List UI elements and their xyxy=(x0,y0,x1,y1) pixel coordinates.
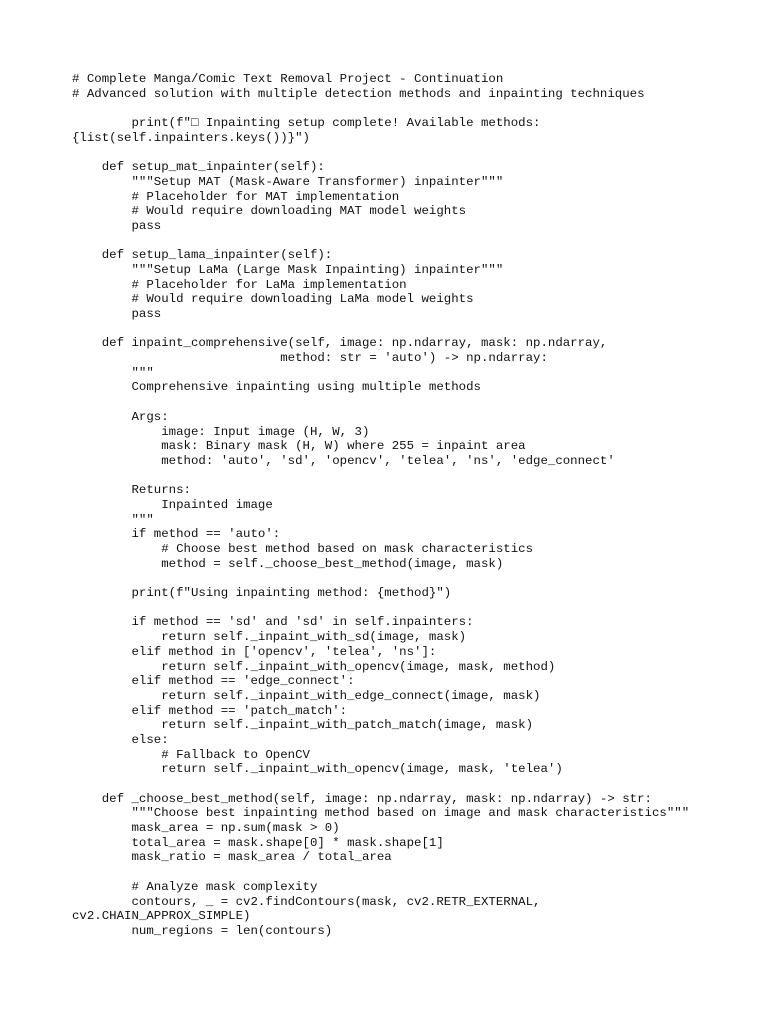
code-line: num_regions = len(contours) xyxy=(72,923,333,938)
code-line xyxy=(72,145,752,160)
code-line xyxy=(72,322,752,337)
code-line: return self._inpaint_with_edge_connect(image, mask) xyxy=(72,688,541,703)
code-line: def setup_lama_inpainter(self): xyxy=(72,248,333,263)
code-line: def setup_mat_inpainter(self): xyxy=(72,160,325,175)
code-line xyxy=(72,777,752,792)
code-line: # Would require downloading MAT model weights xyxy=(72,204,467,219)
code-line: elif method in ['opencv', 'telea', 'ns']: xyxy=(72,644,437,659)
code-line: # Complete Manga/Comic Text Removal Project - Continuation xyxy=(72,72,504,86)
code-line: return self._inpaint_with_opencv(image, mask, method) xyxy=(72,659,556,674)
code-line: # Analyze mask complexity xyxy=(72,879,318,894)
code-line: if method == 'auto': xyxy=(72,527,281,542)
code-line: return self._inpaint_with_opencv(image, mask, 'telea') xyxy=(72,762,563,777)
code-line: print(f"□ Inpainting setup complete! Available methods: xyxy=(72,116,541,131)
code-line: Comprehensive inpainting using multiple methods xyxy=(72,380,481,395)
code-line: """Setup LaMa (Large Mask Inpainting) inpainter""" xyxy=(72,262,504,277)
code-line: # Fallback to OpenCV xyxy=(72,747,310,762)
code-line: # Placeholder for MAT implementation xyxy=(72,189,400,204)
code-line xyxy=(72,571,752,586)
code-line: else: xyxy=(72,732,169,747)
code-line: """Setup MAT (Mask-Aware Transformer) inpainter""" xyxy=(72,174,504,189)
code-line: def _choose_best_method(self, image: np.ndarray, mask: np.ndarray) -> str: xyxy=(72,791,652,806)
code-line: contours, _ = cv2.findContours(mask, cv2.RETR_EXTERNAL, xyxy=(72,894,541,909)
code-line: {list(self.inpainters.keys())}") xyxy=(72,130,310,145)
code-line: method: 'auto', 'sd', 'opencv', 'telea', 'ns', 'edge_connect' xyxy=(72,453,615,468)
code-line: """Choose best inpainting method based on image and mask characteristics""" xyxy=(72,806,690,821)
code-line xyxy=(72,601,752,616)
code-line: Returns: xyxy=(72,483,191,498)
code-line: pass xyxy=(72,307,162,321)
code-line: print(f"Using inpainting method: {method}") xyxy=(72,586,452,601)
code-line: total_area = mask.shape[0] * mask.shape[1] xyxy=(72,835,444,850)
code-line: method: str = 'auto') -> np.ndarray: xyxy=(72,351,548,366)
code-line: cv2.CHAIN_APPROX_SIMPLE) xyxy=(72,909,251,924)
code-line: mask: Binary mask (H, W) where 255 = inpaint area xyxy=(72,439,526,454)
code-line: elif method == 'edge_connect': xyxy=(72,674,355,689)
code-line: Args: xyxy=(72,409,169,424)
code-line: # Placeholder for LaMa implementation xyxy=(72,277,407,292)
code-line xyxy=(72,469,752,484)
code-line: """ xyxy=(72,512,154,527)
code-line xyxy=(72,101,752,116)
code-line xyxy=(72,395,752,410)
code-line: method = self._choose_best_method(image, mask) xyxy=(72,556,504,571)
code-line: # Would require downloading LaMa model weights xyxy=(72,292,474,307)
code-line: image: Input image (H, W, 3) xyxy=(72,424,370,439)
code-block xyxy=(72,72,752,939)
code-line: mask_ratio = mask_area / total_area xyxy=(72,850,392,865)
code-line: def inpaint_comprehensive(self, image: np.ndarray, mask: np.ndarray, xyxy=(72,336,608,351)
code-line xyxy=(72,234,752,249)
code-line: return self._inpaint_with_sd(image, mask) xyxy=(72,630,467,645)
code-line: mask_area = np.sum(mask > 0) xyxy=(72,821,340,836)
code-line: # Advanced solution with multiple detection methods and inpainting techniques xyxy=(72,86,645,101)
code-line: # Choose best method based on mask characteristics xyxy=(72,542,534,556)
code-line xyxy=(72,865,752,880)
code-line: elif method == 'patch_match': xyxy=(72,703,348,718)
code-line: Inpainted image xyxy=(72,497,273,512)
code-line: pass xyxy=(72,218,162,233)
code-line: if method == 'sd' and 'sd' in self.inpainters: xyxy=(72,615,474,630)
code-line: return self._inpaint_with_patch_match(image, mask) xyxy=(72,718,534,733)
code-line: """ xyxy=(72,365,154,380)
